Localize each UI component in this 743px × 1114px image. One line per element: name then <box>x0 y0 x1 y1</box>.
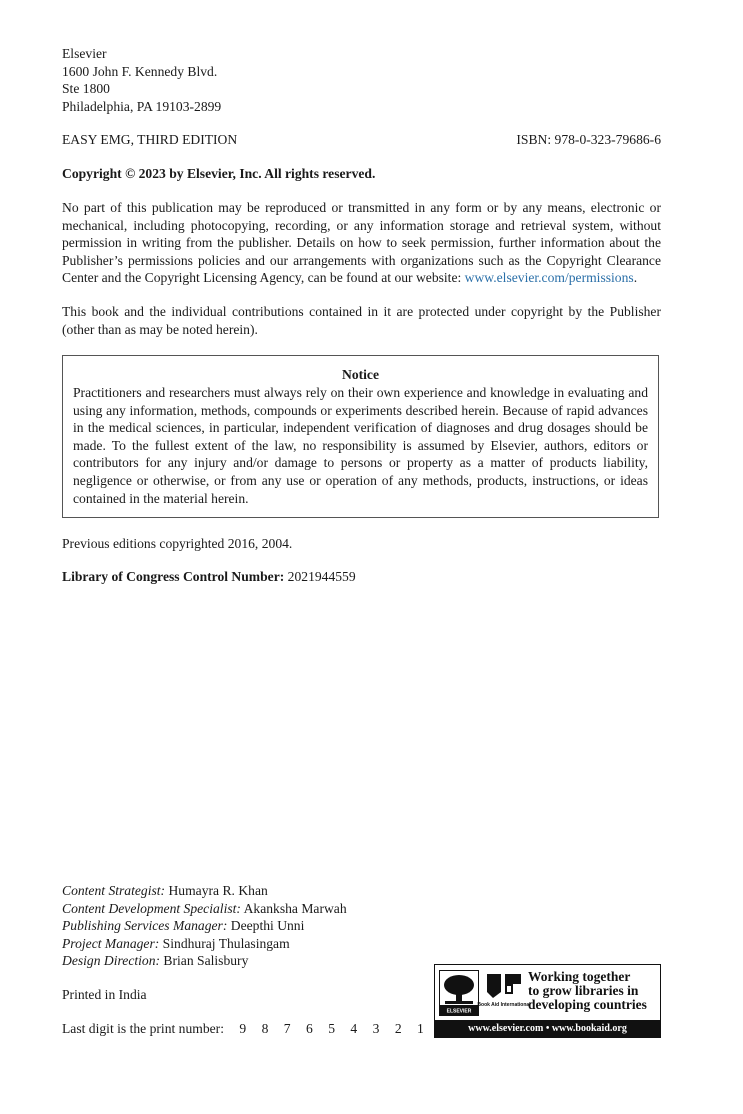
credit-name: Sindhuraj Thulasingam <box>159 935 290 951</box>
print-digit: 8 <box>261 1021 269 1036</box>
book-title: EASY EMG, THIRD EDITION <box>62 132 238 147</box>
elsevier-tree-icon <box>440 971 478 1015</box>
credit-name: Humayra R. Khan <box>165 883 268 898</box>
slogan-line-3: developing countries <box>528 997 647 1012</box>
credit-item <box>62 900 347 918</box>
print-number-digits <box>227 1021 423 1036</box>
permissions-link[interactable]: www.elsevier.com/permissions <box>464 270 634 286</box>
print-digit: 6 <box>306 1021 313 1036</box>
notice-box <box>62 355 659 518</box>
credit-name: Deepthi Unni <box>227 918 305 933</box>
print-number-line <box>62 1020 424 1038</box>
publisher-name: Elsevier <box>62 46 107 61</box>
slogan-line-2: to grow libraries in <box>528 983 639 998</box>
rights-paragraph <box>62 199 661 287</box>
loc-value: 2021944559 <box>284 569 356 584</box>
credit-role: Publishing Services Manager: <box>62 918 228 933</box>
credit-item <box>62 917 347 935</box>
rights-end: . <box>633 270 638 286</box>
credit-name: Brian Salisbury <box>160 953 249 968</box>
printed-in: Printed in India <box>62 987 147 1002</box>
print-digit: 1 <box>417 1021 424 1036</box>
loc-control-number <box>62 568 356 586</box>
book-aid-logo-label: Book Aid International <box>477 1002 531 1008</box>
credit-role: Design Direction: <box>62 953 161 968</box>
notice-text: Practitioners and researchers must always rely on their own experience and knowledge in evaluating and using any information, methods, compounds or experiments described herein. Because of rapid advances in the medical sciences, in particular, independent verification of diagnoses and drug dosages should be made. To the fullest extent of the law, no responsibility is assumed by Elsevier, authors, editors or contributors for any injury and/or damage to persons or property as a matter of products liability, negligence or otherwise, or from any use or operation of any methods, products, instructions, or ideas contained in the material herein. <box>73 385 648 506</box>
address-line-1: 1600 John F. Kennedy Blvd. <box>62 63 218 79</box>
print-digit: 3 <box>372 1021 380 1036</box>
print-digit: 4 <box>350 1021 358 1036</box>
credit-name: Akanksha Marwah <box>240 900 347 916</box>
loc-label: Library of Congress Control Number: <box>62 569 285 584</box>
book-aid-footer-links: www.elsevier.com • www.bookaid.org <box>435 1020 660 1037</box>
address-line-2: Ste 1800 <box>62 81 110 96</box>
protection-paragraph: This book and the individual contributions contained in it are protected under copyright by the Publisher (other than as may be noted herein). <box>62 304 661 337</box>
credit-item <box>62 935 347 953</box>
credit-role: Content Strategist: <box>62 883 166 898</box>
book-aid-logo-top <box>435 965 660 1020</box>
book-aid-international-logo-icon <box>477 970 531 1016</box>
credit-item <box>62 882 347 900</box>
copyright-line: Copyright © 2023 by Elsevier, Inc. All rights reserved. <box>62 166 376 181</box>
print-number-label: Last digit is the print number: <box>62 1021 224 1036</box>
address-line-3: Philadelphia, PA 19103-2899 <box>62 98 222 114</box>
notice-title: Notice <box>342 367 379 382</box>
title-isbn-row <box>62 131 661 149</box>
book-aid-icon <box>477 970 531 1016</box>
print-digit: 9 <box>239 1021 247 1036</box>
print-digit: 7 <box>283 1021 291 1036</box>
book-aid-slogan <box>528 970 647 1012</box>
credits-list <box>62 882 347 970</box>
print-digit: 5 <box>328 1021 335 1036</box>
isbn: ISBN: 978-0-323-79686-6 <box>516 132 661 147</box>
print-digit: 2 <box>394 1021 402 1036</box>
slogan-line-1: Working together <box>528 969 631 984</box>
publisher-address <box>62 45 221 115</box>
rights-text: No part of this publication may be reproduced or transmitted in any form or by any means, electronic or mechanical, including photocopying, recording, or any information storage and retrieval system, without permission in writing from the publisher. Details on how to seek permission, further information about the Publisher’s permissions policies and our arrangements with organizations such as the Copyright Clearance Center and the Copyright Licensing Agency, can be found at our website: <box>62 200 661 286</box>
credit-role: Content Development Specialist: <box>62 900 241 916</box>
credit-role: Project Manager: <box>62 935 160 951</box>
previous-editions: Previous editions copyrighted 2016, 2004. <box>62 536 293 551</box>
elsevier-logo-label: ELSEVIER <box>446 1008 472 1015</box>
credit-item <box>62 952 347 970</box>
book-aid-logo <box>434 964 661 1038</box>
elsevier-tree-logo-icon <box>439 970 479 1016</box>
